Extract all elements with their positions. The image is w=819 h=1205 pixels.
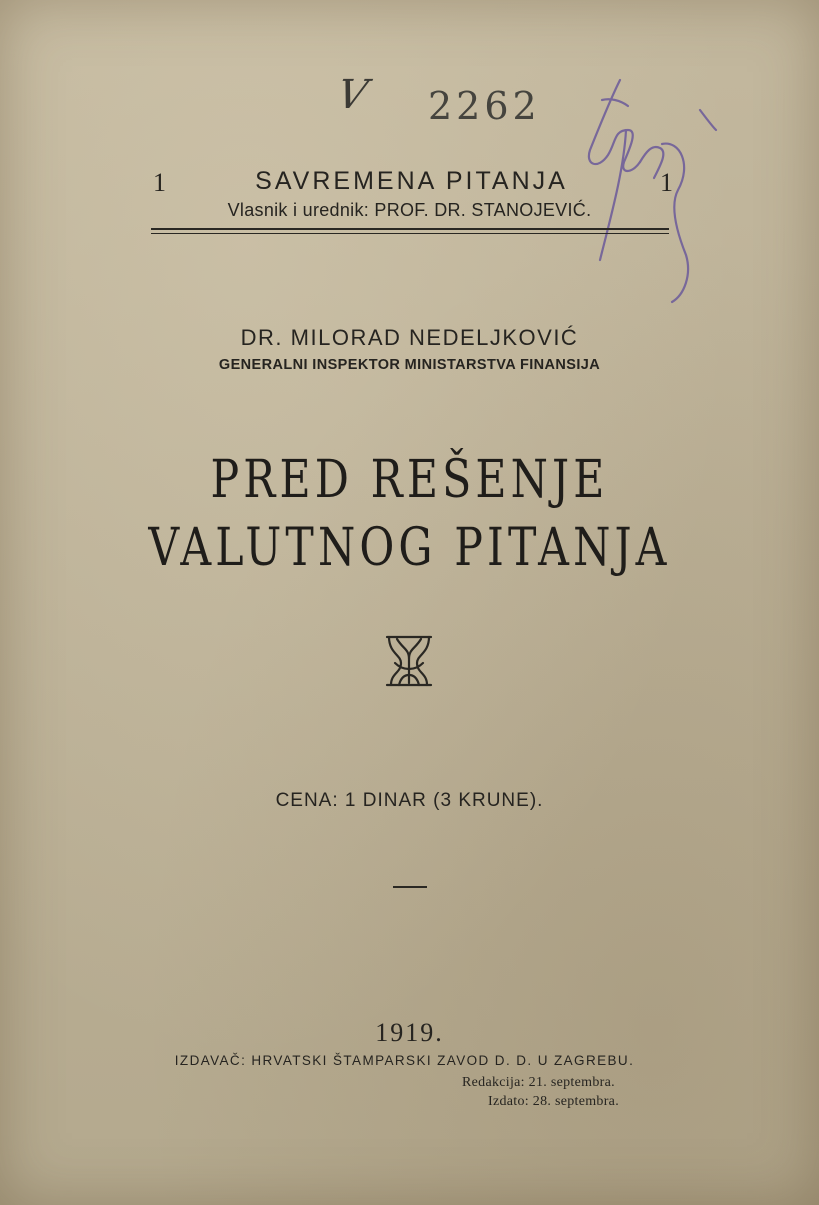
issue-date: Izdato: 28. septembra.: [488, 1094, 620, 1109]
series-number-left: 1: [153, 168, 166, 197]
author-title: GENERALNI INSPEKTOR MINISTARSTVA FINANSIJA: [218, 357, 601, 373]
publisher-line: IZDAVAČ: HRVATSKI ŠTAMPARSKI ZAVOD D. D. U ZAGREBU.: [174, 1053, 635, 1068]
price-line: CENA: 1 DINAR (3 KRUNE).: [275, 790, 544, 811]
editor-name: PROF. DR. STANOJEVIĆ.: [374, 200, 592, 220]
art-nouveau-ornament-icon: [383, 633, 435, 689]
header-rule-thin: [151, 233, 669, 234]
series-number-right: 1: [660, 168, 673, 197]
author-name: DR. MILORAD NEDELJKOVIĆ: [240, 325, 579, 350]
editorial-date: Redakcija: 21. septembra.: [462, 1075, 615, 1090]
short-divider: [393, 886, 427, 888]
header-rule-thick: [151, 228, 669, 230]
series-title: SAVREMENA PITANJA: [255, 167, 568, 195]
book-title-line-1: PRED REŠENJE: [210, 450, 609, 510]
book-title-line-2: VALUTNOG PITANJA: [148, 518, 671, 578]
series-editor-line: [0, 200, 819, 221]
publication-year: 1919.: [375, 1018, 444, 1047]
handwritten-catalog-mark: V: [333, 72, 371, 118]
editor-label: Vlasnik i urednik:: [227, 200, 370, 220]
handwritten-catalog-number: 2262: [428, 84, 541, 128]
